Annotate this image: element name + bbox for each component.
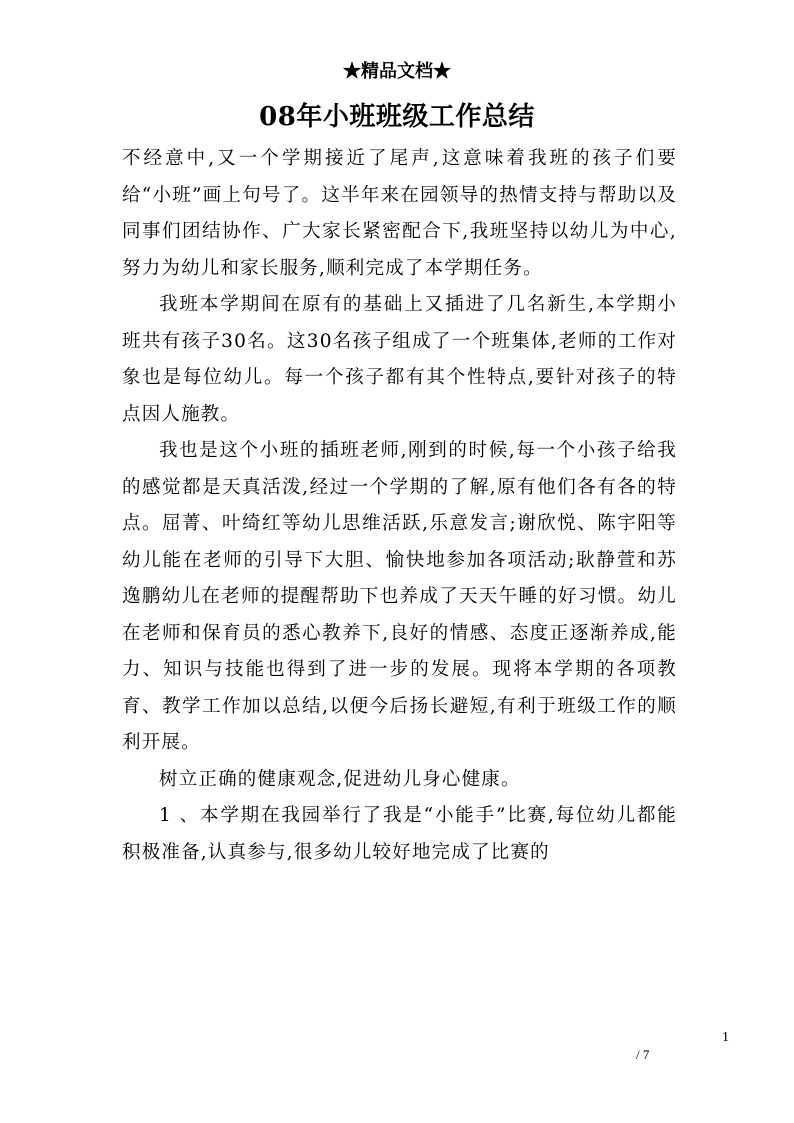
page-number: 1 — [722, 1030, 729, 1045]
document-header: ★精品文档★ — [343, 61, 451, 82]
document-body — [122, 141, 677, 871]
document-title: 08年小班班级工作总结 — [259, 102, 535, 132]
paragraph-3: 我也是这个小班的插班老师,刚到的时候,每一个小孩子给我的感觉都是天真活泼,经过一个学期的了解,原有他们各有各的特点。屈菁、叶绮红等幼儿思维活跃,乐意发言;谢欣悦、陈宇阳等幼儿能在老师的引导下大胆、愉快地参加各项活动;耿静萱和苏逸鹏幼儿在老师的提醒帮助下也养成了天天午睡的好习惯。幼儿在老师和保育员的悉心教养下,良好的情感、态度正逐渐养成,能力、知识与技能也得到了进一步的发展。现将本学期的各项教育、教学工作加以总结,以便今后扬长避短,有利于班级工作的顺利开展。 — [122, 440, 677, 753]
paragraph-4: 树立正确的健康观念,促进幼儿身心健康。 — [159, 768, 521, 790]
paragraph-5: 1 、本学期在我园举行了我是“小能手”比赛,每位幼儿都能积极准备,认真参与,很多幼儿较好地完成了比赛的 — [122, 805, 677, 863]
paragraph-1: 不经意中,又一个学期接近了尾声,这意味着我班的孩子们要给“小班”画上句号了。这半年来在园领导的热情支持与帮助以及同事们团结协作、广大家长紧密配合下,我班坚持以幼儿为中心,努力为幼儿和家长服务,顺利完成了本学期任务。 — [122, 148, 677, 279]
paragraph-2: 我班本学期间在原有的基础上又插进了几名新生,本学期小班共有孩子30名。这30名孩子组成了一个班集体,老师的工作对象也是每位幼儿。每一个孩子都有其个性特点,要针对孩子的特点因人施教。 — [122, 294, 677, 425]
page-total: / 7 — [636, 1047, 650, 1062]
